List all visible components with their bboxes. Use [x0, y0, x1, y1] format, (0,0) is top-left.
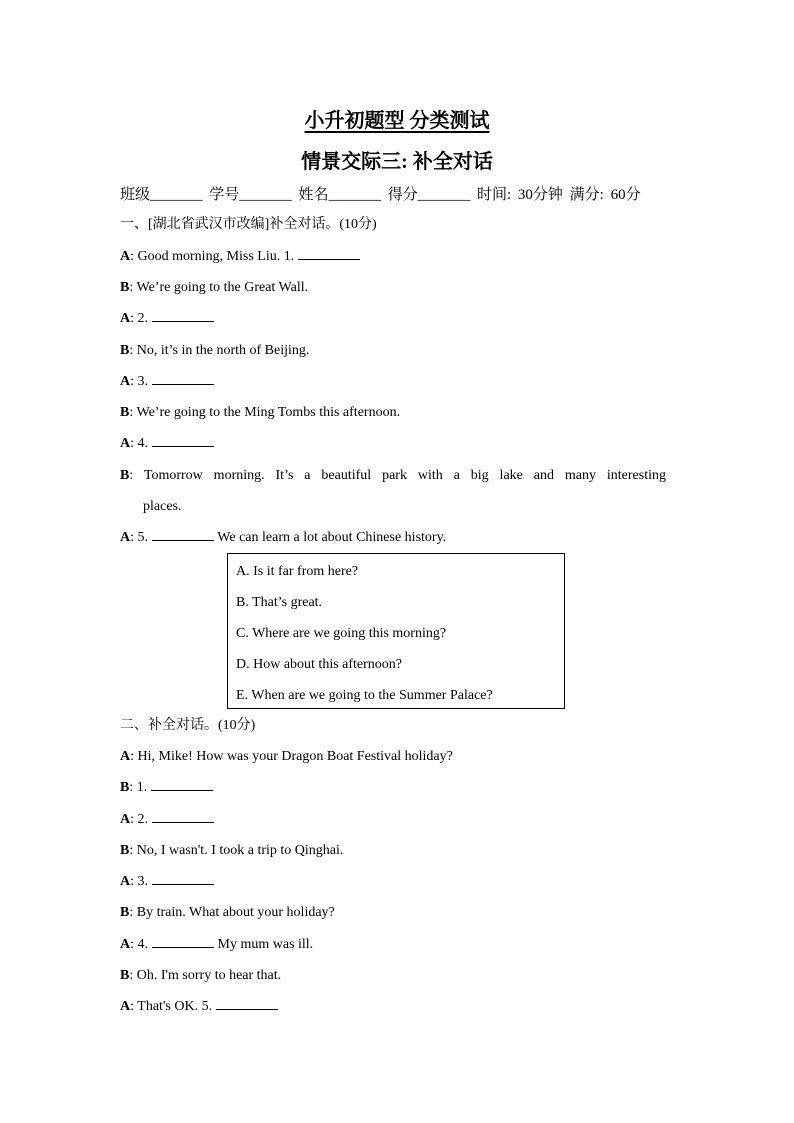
section2-heading: 二、补全对话。(10分)	[120, 718, 256, 733]
answer-blank	[152, 872, 214, 885]
dialogue-line: A: 4. My mum was ill.	[120, 937, 314, 952]
dialogue-line: B: We’re going to the Great Wall.	[120, 280, 309, 295]
dialogue-line: A: 2.	[120, 810, 214, 830]
dialogue-line: A: 2.	[120, 309, 214, 329]
dialogue-line: A: 3.	[120, 372, 214, 392]
answer-blank	[152, 434, 214, 447]
page-subtitle: 情景交际三: 补全对话	[301, 151, 493, 173]
dialogue-line: A: Hi, Mike! How was your Dragon Boat Festival holiday?	[120, 749, 453, 764]
answer-blank	[216, 997, 278, 1010]
answer-blank	[152, 810, 214, 823]
dialogue-line: B: We’re going to the Ming Tombs this afternoon.	[120, 405, 401, 420]
dialogue-line: A: 3.	[120, 872, 214, 892]
dialogue-line: A: 5. We can learn a lot about Chinese history.	[120, 530, 447, 545]
answer-blank	[152, 309, 214, 322]
page-title: 小升初题型 分类测试	[304, 110, 490, 132]
option-b: B. That’s great.	[236, 595, 323, 610]
dialogue-line: B: No, I wasn't. I took a trip to Qinghai.	[120, 843, 344, 858]
dialogue-line: B: Oh. I'm sorry to hear that.	[120, 968, 282, 983]
answer-blank	[152, 935, 214, 948]
answer-blank	[298, 247, 360, 260]
dialogue-line: A: Good morning, Miss Liu. 1.	[120, 247, 360, 267]
option-c: C. Where are we going this morning?	[236, 626, 447, 641]
student-info-line: 班级_______ 学号_______ 姓名_______ 得分_______ 时间: 30分钟 满分: 60分	[120, 187, 641, 203]
answer-blank	[152, 528, 214, 541]
dialogue-line: B: No, it’s in the north of Beijing.	[120, 343, 310, 358]
dialogue-continuation: places.	[143, 499, 182, 514]
dialogue-line: A: 4.	[120, 434, 214, 454]
dialogue-line: B: Tomorrow morning. It’s a beautiful park with a big lake and many interesting	[120, 468, 666, 483]
answer-blank	[151, 778, 213, 791]
answer-blank	[152, 372, 214, 385]
dialogue-line: B: 1.	[120, 778, 213, 798]
dialogue-line: A: That's OK. 5.	[120, 997, 278, 1017]
option-a: A. Is it far from here?	[236, 564, 359, 579]
options-box	[227, 553, 565, 709]
dialogue-line: B: By train. What about your holiday?	[120, 905, 335, 920]
option-e: E. When are we going to the Summer Palace?	[236, 688, 493, 703]
option-d: D. How about this afternoon?	[236, 657, 403, 672]
section1-heading: 一、[湖北省武汉市改编]补全对话。(10分)	[120, 217, 377, 232]
